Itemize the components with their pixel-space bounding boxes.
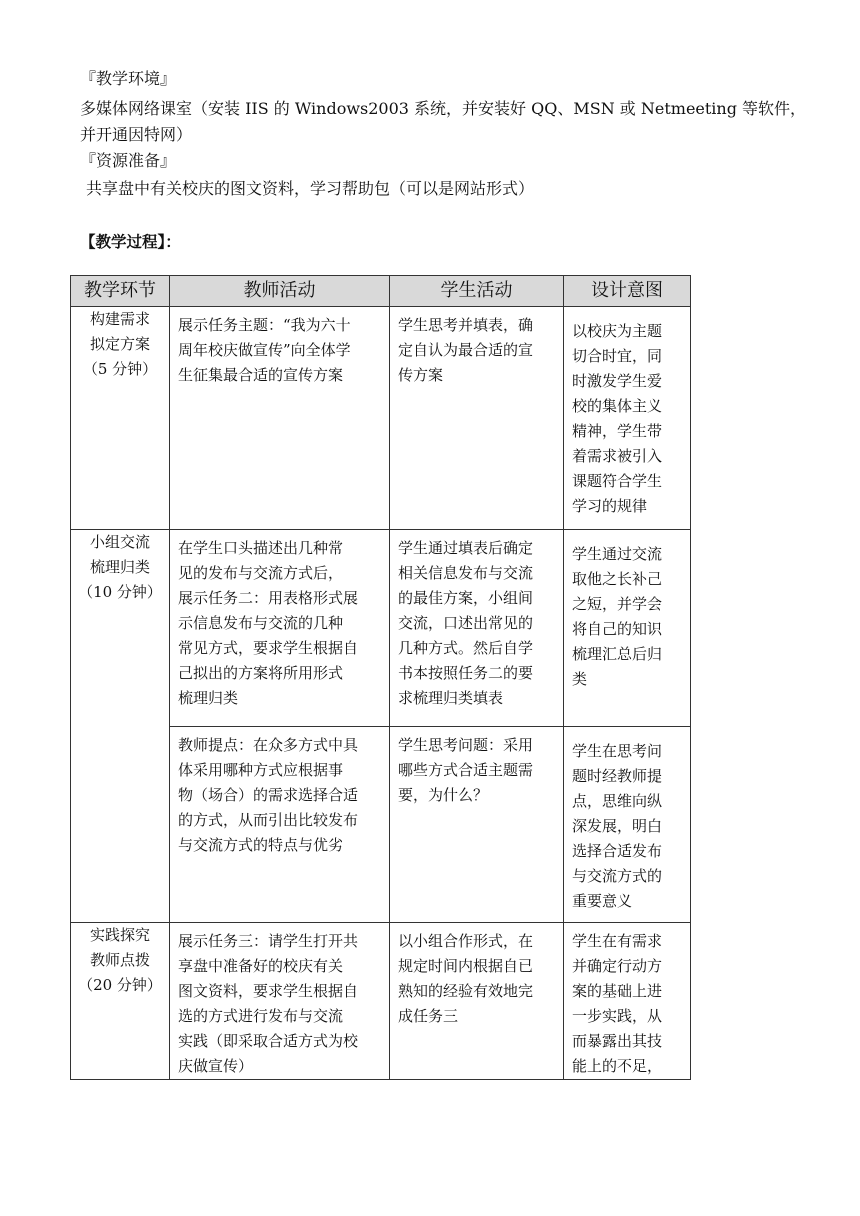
teacher-cell: [170, 727, 390, 923]
student-text: 学生思考并填表，确 定自认为最合适的宣 传方案: [398, 316, 534, 384]
stage-text: 实践探究 教师点拨 （20 分钟）: [78, 926, 162, 994]
teacher-text: 在学生口头描述出几种常 见的发布与交流方式后， 展示任务二：用表格形式展 示信息发布与交流的几种 常见方式，要求学生根据自 己拟出的方案将所用形式 梳理归类: [178, 539, 359, 707]
stage-cell: [71, 530, 170, 923]
table-header-row: [71, 276, 691, 307]
teacher-cell: [170, 923, 390, 1080]
stage-cell: [71, 923, 170, 1080]
design-cell: [564, 307, 691, 530]
environment-text-line-1: 多媒体网络课室（安装 IIS 的 Windows2003 系统，并安装好 QQ、MSN 或 Netmeeting 等软件，: [80, 99, 807, 118]
design-cell: [564, 530, 691, 727]
student-cell: [390, 727, 564, 923]
student-text: 学生通过填表后确定 相关信息发布与交流 的最佳方案，小组间 交流，口述出常见的 几种方式。然后自学 书本按照任务二的要 求梳理归类填表: [398, 539, 534, 707]
teacher-cell: [170, 530, 390, 727]
environment-heading: 『教学环境』: [80, 69, 177, 88]
table-row: [71, 923, 691, 1080]
table-row: [71, 307, 691, 530]
student-text: 以小组合作形式，在 规定时间内根据自已 熟知的经验有效地完 成任务三: [398, 932, 534, 1025]
design-cell: [564, 923, 691, 1080]
teacher-cell: [170, 307, 390, 530]
design-text: 学生在有需求 并确定行动方 案的基础上进 一步实践，从 而暴露出其技 能上的不足，: [572, 932, 663, 1075]
student-text: 学生思考问题：采用 哪些方式合适主题需 要，为什么？: [398, 736, 534, 804]
design-text: 学生在思考问 题时经教师提 点，思维向纵 深发展，明白 选择合适发布 与交流方式的 重要意义: [572, 742, 663, 910]
table-row: [71, 530, 691, 727]
teacher-text: 展示任务主题：“我为六十 周年校庆做宣传”向全体学 生征集最合适的宣传方案: [178, 316, 351, 384]
teacher-text: 展示任务三：请学生打开共 享盘中准备好的校庆有关 图文资料，要求学生根据自 选的方式进行发布与交流 实践（即采取合适方式为校 庆做宣传）: [178, 932, 359, 1075]
design-text: 学生通过交流 取他之长补己 之短，并学会 将自己的知识 梳理汇总后归 类: [572, 545, 663, 688]
header-student-activity: 学生活动: [390, 276, 564, 307]
stage-text: 构建需求 拟定方案 （5 分钟）: [82, 310, 158, 378]
student-cell: [390, 307, 564, 530]
header-stage: 教学环节: [71, 276, 170, 307]
stage-text: 小组交流 梳理归类 （10 分钟）: [78, 533, 162, 601]
teaching-process-table: [70, 275, 691, 1080]
student-cell: [390, 530, 564, 727]
header-design-intent: 设计意图: [564, 276, 691, 307]
stage-cell: [71, 307, 170, 530]
design-cell: [564, 727, 691, 923]
environment-text-line-2: 并开通因特网）: [80, 125, 193, 144]
process-title: 【教学过程】：: [80, 233, 181, 251]
resources-text: 共享盘中有关校庆的图文资料，学习帮助包（可以是网站形式）: [86, 179, 535, 198]
design-text: 以校庆为主题 切合时宜，同 时激发学生爱 校的集体主义 精神，学生带 着需求被引入 课题符合学生 学习的规律: [572, 322, 663, 515]
resources-heading: 『资源准备』: [80, 151, 177, 170]
student-cell: [390, 923, 564, 1080]
teacher-text: 教师提点：在众多方式中具 体采用哪种方式应根据事 物（场合）的需求选择合适 的方式，从而引出比较发布 与交流方式的特点与优劣: [178, 736, 359, 854]
header-teacher-activity: 教师活动: [170, 276, 390, 307]
